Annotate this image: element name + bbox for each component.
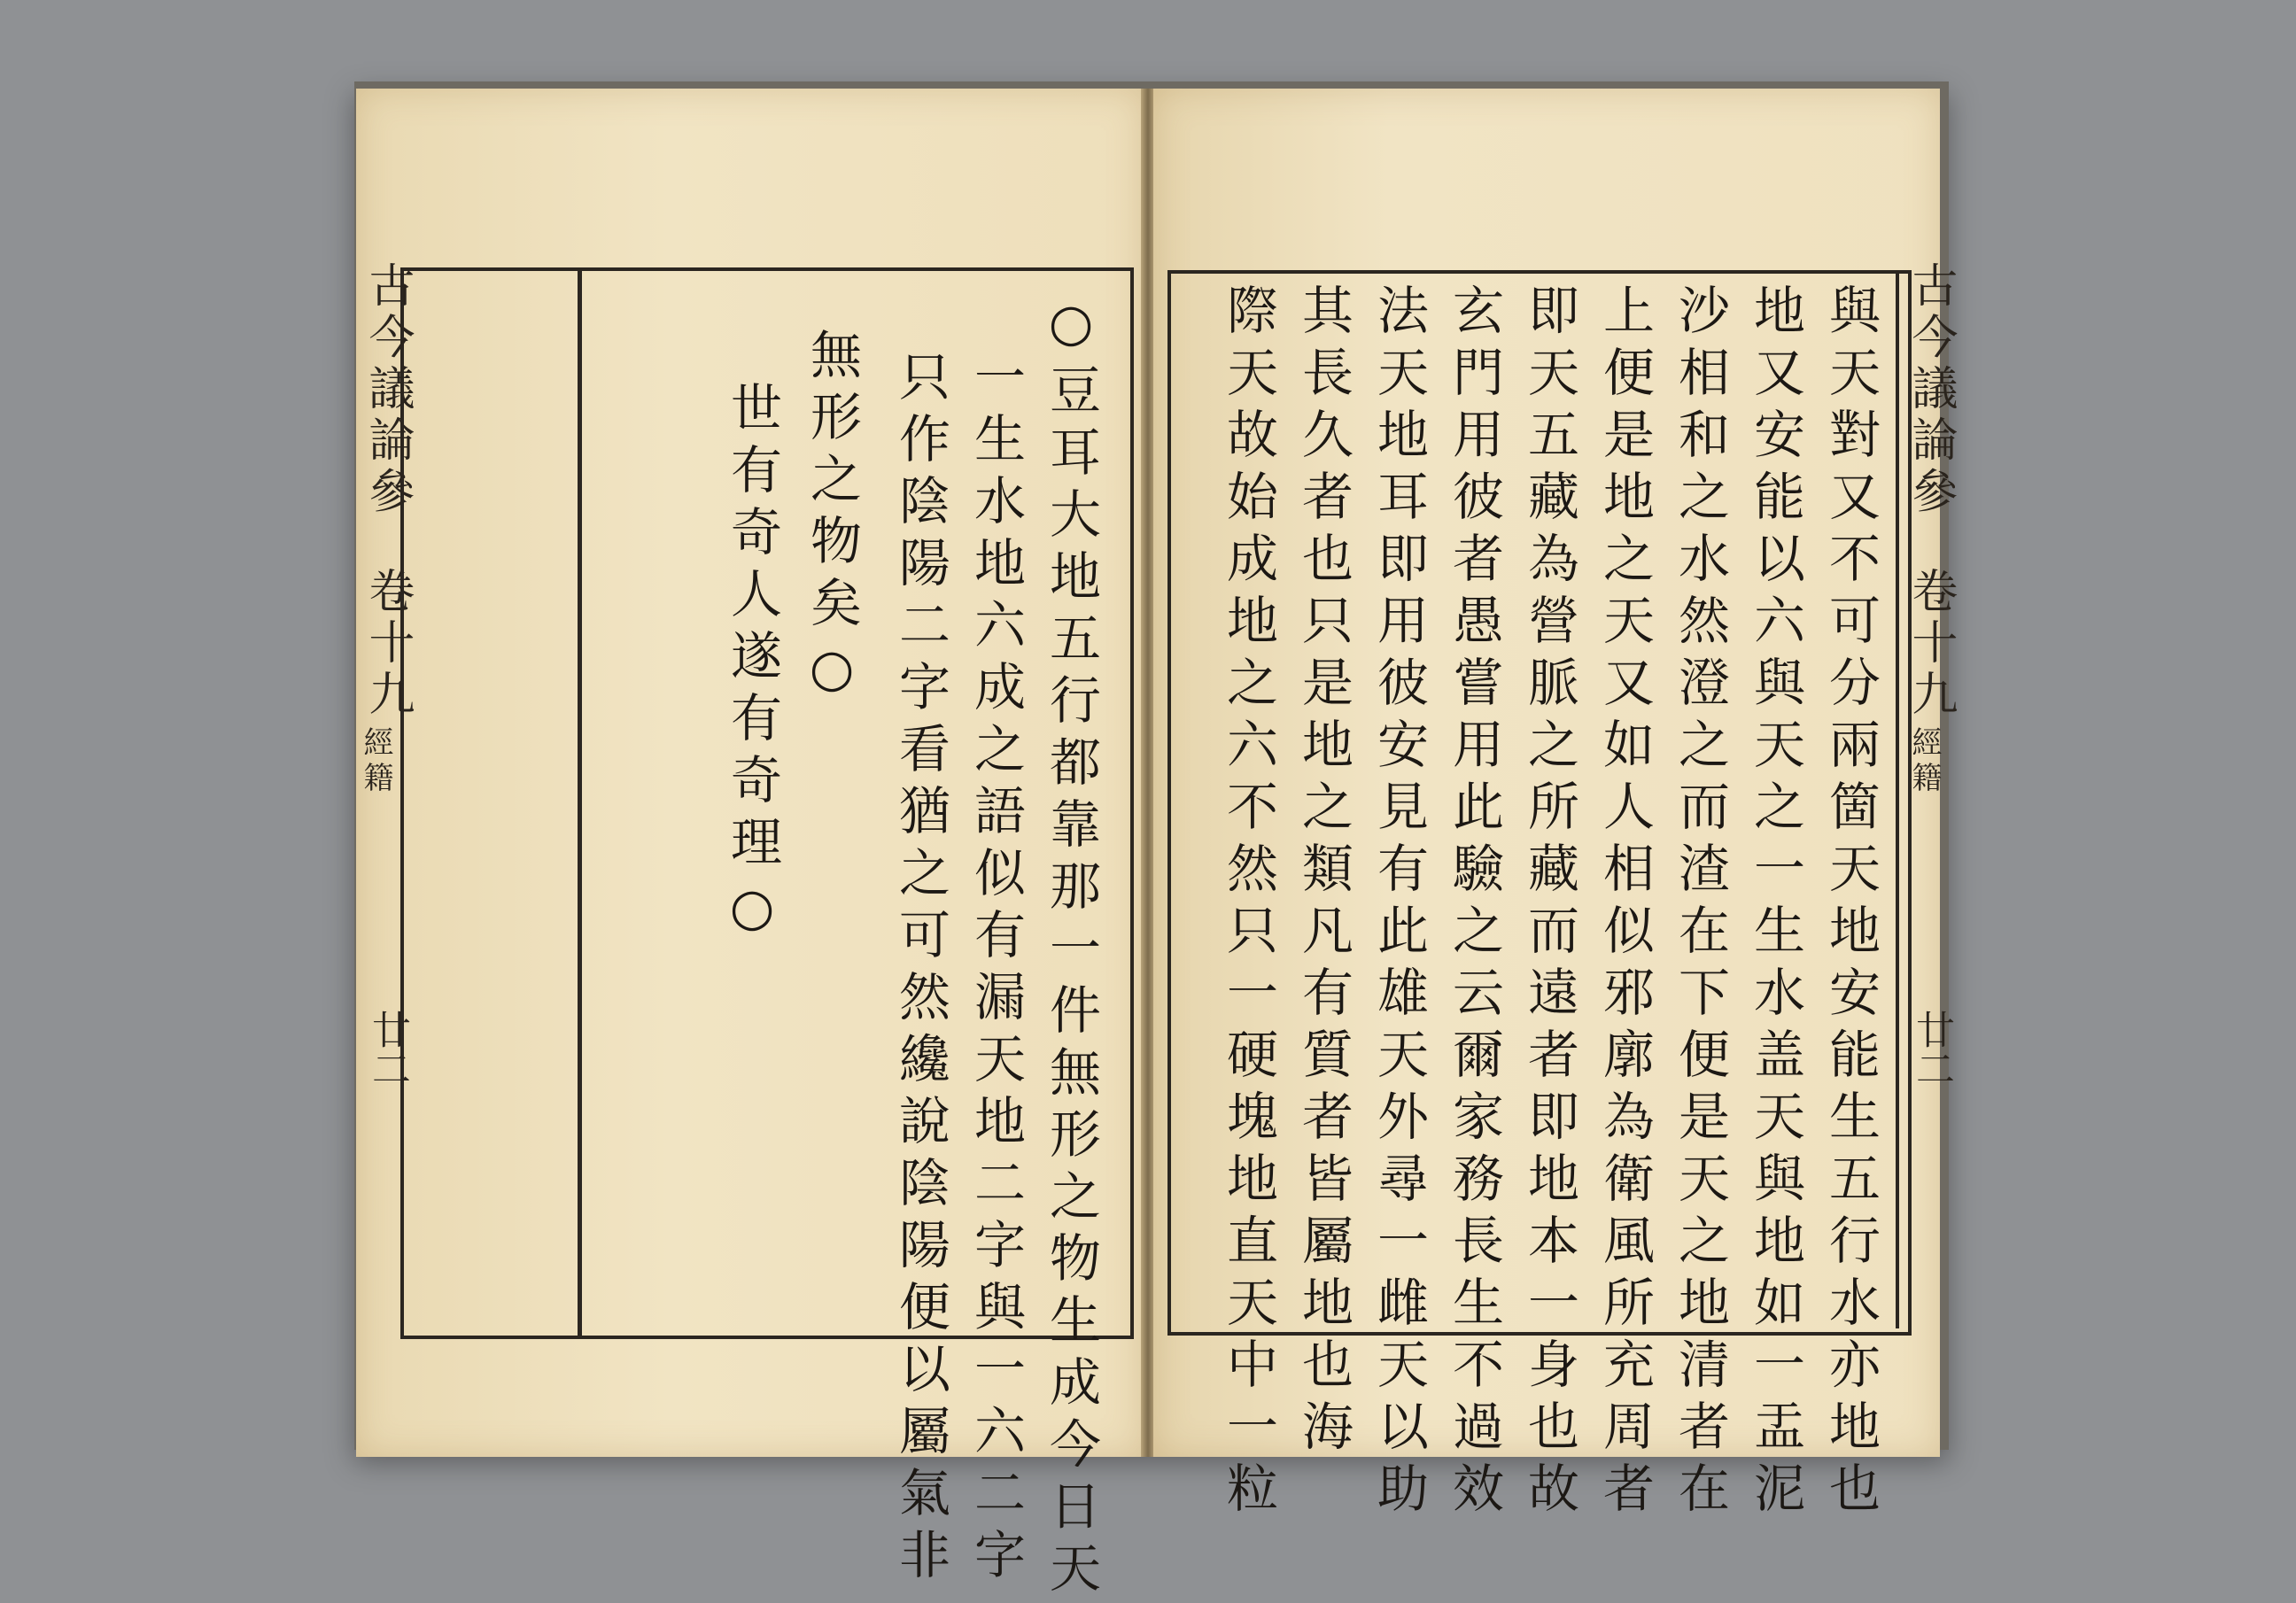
left-margin-chapter: 卷十九 [361, 567, 414, 721]
left-column-2: 一生水地六成之語似有漏天地二字與一六二字 [966, 350, 1026, 1590]
right-column-7: 法天地耳即用彼安見有此雄天外尋一雌天以助 [1369, 283, 1429, 1523]
right-column-5: 即天五藏為營脈之所藏而遠者即地本一身也故 [1519, 283, 1579, 1523]
right-column-4: 上便是地之天又如人相似邪廓為衛風所充周者 [1594, 283, 1655, 1523]
left-column-5: 世有奇人遂有奇理○ [722, 381, 782, 948]
left-column-3: 只作陰陽二字看猶之可然纔說陰陽便以屬氣非 [890, 350, 950, 1590]
left-column-4: 無形之物矣○ [802, 328, 862, 709]
left-margin-rule [578, 267, 582, 1336]
right-margin-section: 經籍 [1906, 726, 1942, 797]
left-column-1: ○豆耳大地五行都靠那一件無形之物生成今日天 [1041, 292, 1101, 1603]
right-column-1: 與天對又不可分兩箇天地安能生五行水亦地也 [1820, 283, 1881, 1523]
right-column-9: 際天故始成地之六不然只一硬塊地直天中一粒 [1218, 283, 1278, 1523]
right-column-8: 其長久者也只是地之類凡有質者皆屬地也海 [1293, 283, 1354, 1461]
right-folio: 廿二 [1909, 1010, 1954, 1088]
right-margin-title: 古今議論參 [1904, 261, 1957, 518]
left-margin-section: 經籍 [358, 726, 393, 797]
left-folio: 廿二 [365, 1010, 410, 1088]
right-column-6: 玄門用彼者愚嘗用此驗之云爾家務長生不過效 [1444, 283, 1504, 1523]
left-margin-title: 古今議論參 [361, 261, 414, 518]
right-column-3: 沙相和之水然澄之而渣在下便是天之地清者在 [1670, 283, 1730, 1523]
right-margin-chapter: 卷十九 [1904, 567, 1957, 721]
right-column-2: 地又安能以六與天之一生水盖天與地如一盂泥 [1745, 283, 1805, 1523]
